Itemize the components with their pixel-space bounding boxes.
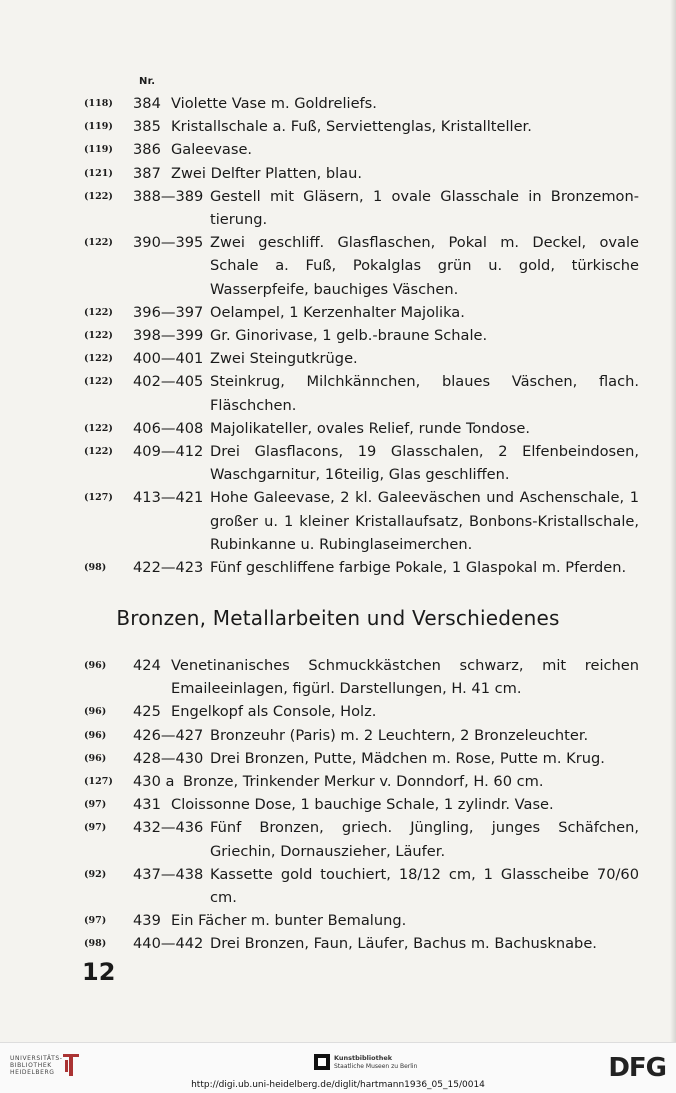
entry-number: 439 <box>133 912 161 930</box>
entry-number: 387 <box>133 164 161 182</box>
entry-description: Steinkrug, Milchkännchen, blaues Väschen, flach. Fläschchen. <box>210 373 639 414</box>
catalog-entry <box>0 654 676 700</box>
catalog-entry <box>0 417 676 440</box>
catalog-entry <box>0 932 676 955</box>
kunstbibliothek-logo-icon <box>314 1054 330 1070</box>
entry-reference: (122) <box>84 353 113 365</box>
entry-reference: (96) <box>84 706 107 718</box>
entry-reference: (122) <box>84 376 113 388</box>
catalog-entry <box>0 793 676 816</box>
entry-number: 430 a <box>133 773 175 791</box>
entry-description: Gr. Ginorivase, 1 gelb.-braune Schale. <box>210 327 488 345</box>
entry-reference: (122) <box>84 446 113 458</box>
entry-reference: (122) <box>84 190 113 202</box>
entry-number: 398—399 <box>133 327 204 345</box>
entry-number: 426—427 <box>133 726 204 744</box>
digitization-footer <box>0 1042 676 1093</box>
entry-description: Ein Fächer m. bunter Bemalung. <box>171 912 407 930</box>
catalog-entry <box>0 231 676 301</box>
catalog-entry <box>0 185 676 231</box>
entry-number: 413—421 <box>133 489 204 507</box>
entry-reference: (92) <box>84 868 107 880</box>
entry-description: Violette Vase m. Goldreliefs. <box>171 95 377 112</box>
entry-number: 384 <box>133 95 161 112</box>
entry-description: Zwei Delfter Platten, blau. <box>171 164 362 182</box>
entry-number: 431 <box>133 796 161 814</box>
entry-description: Cloissonne Dose, 1 bauchige Schale, 1 zylindr. Vase. <box>171 796 554 814</box>
entry-number: 428—430 <box>133 749 204 767</box>
entry-reference: (121) <box>84 167 113 179</box>
entry-reference: (118) <box>84 98 113 109</box>
catalog-entry <box>0 724 676 747</box>
entry-description: Kristallschale a. Fuß, Serviettenglas, Kristallteller. <box>171 118 532 136</box>
catalog-entry <box>0 301 676 324</box>
entry-reference: (122) <box>84 422 113 434</box>
section-heading: Bronzen, Metallarbeiten und Verschiedenes <box>116 606 560 630</box>
catalog-entry <box>0 92 676 115</box>
entry-description: Drei Bronzen, Faun, Läufer, Bachus m. Bachusknabe. <box>210 935 597 953</box>
entry-description: Bronzeuhr (Paris) m. 2 Leuchtern, 2 Bronzeleuchter. <box>210 726 589 744</box>
catalog-entry <box>0 816 676 862</box>
entry-number: 388—389 <box>133 187 204 205</box>
entry-reference: (122) <box>84 330 113 342</box>
entry-number: 437—438 <box>133 865 204 883</box>
catalog-entry <box>0 347 676 370</box>
catalog-entry <box>0 115 676 138</box>
entry-description: Engelkopf als Console, Holz. <box>171 703 377 721</box>
catalog-entry <box>0 138 676 161</box>
entry-description: Venetinanisches Schmuckkästchen schwarz, mit reichen Emaileeinlagen, figürl. Darstellungen, H. 41 cm. <box>171 657 639 698</box>
entry-reference: (119) <box>84 144 113 156</box>
entry-number: 385 <box>133 118 161 136</box>
entry-description: Zwei Steingutkrüge. <box>210 350 358 368</box>
entry-description: Bronze, Trinkender Merkur v. Donndorf, H. 60 cm. <box>183 773 544 791</box>
entry-reference: (122) <box>84 306 113 318</box>
entry-number: 422—423 <box>133 559 204 577</box>
entry-description: Drei Bronzen, Putte, Mädchen m. Rose, Putte m. Krug. <box>210 749 605 767</box>
catalog-entry <box>0 747 676 770</box>
entry-description: Galeevase. <box>171 141 253 159</box>
catalog-entry <box>0 486 676 556</box>
entry-reference: (97) <box>84 822 107 834</box>
entry-reference: (127) <box>84 776 113 788</box>
entry-number: 402—405 <box>133 373 204 391</box>
entry-number: 424 <box>133 657 161 674</box>
entry-description: Fünf geschliffene farbige Pokale, 1 Glaspokal m. Pferden. <box>210 559 627 577</box>
entry-description: Drei Glasflacons, 19 Glasschalen, 2 Elfenbeindosen, Waschgarnitur, 16teilig, Glas geschliffen. <box>210 443 639 484</box>
entry-description: Hohe Galeevase, 2 kl. Galeeväschen und Aschenschale, 1 großer u. 1 kleiner Kristallaufsatz, Bonbons-Kristallschale, Rubinkanne u. Rubinglaseimerchen. <box>210 489 639 553</box>
source-url-link[interactable]: http://digi.ub.uni-heidelberg.de/diglit/hartmann1936_05_15/0014 <box>191 1080 485 1090</box>
dfg-logo: DFG <box>608 1053 666 1083</box>
entry-number: 400—401 <box>133 350 204 368</box>
catalog-entry <box>0 700 676 723</box>
entry-number: 390—395 <box>133 234 204 252</box>
catalog-entry <box>0 324 676 347</box>
university-logo-icon <box>60 1052 82 1078</box>
entry-reference: (98) <box>84 938 107 950</box>
entry-number: 386 <box>133 141 161 159</box>
catalog-entry <box>0 370 676 416</box>
entry-description: Gestell mit Gläsern, 1 ovale Glasschale in Bronzemontierung. <box>210 187 639 229</box>
entry-reference: (97) <box>84 915 107 927</box>
entry-description: Oelampel, 1 Kerzenhalter Majolika. <box>210 303 465 321</box>
entry-description: Zwei geschliff. Glasflaschen, Pokal m. Deckel, ovale Schale a. Fuß, Pokalglas grün u. gold, türkische Wasserpfeife, bauchiges Väschen. <box>210 234 639 298</box>
catalog-entries-bronzes <box>0 654 676 956</box>
entry-number: 406—408 <box>133 419 204 437</box>
entry-number: 425 <box>133 703 161 721</box>
entry-reference: (122) <box>84 237 113 249</box>
entry-reference: (96) <box>84 752 107 764</box>
entry-description: Kassette gold touchiert, 18/12 cm, 1 Glasscheibe 70/60 cm. <box>210 865 639 907</box>
entry-description: Fünf Bronzen, griech. Jüngling, junges Schäfchen, Griechin, Dornauszieher, Läufer. <box>210 819 639 860</box>
catalog-entries <box>0 92 676 579</box>
university-library-label: UNIVERSITÄTS- BIBLIOTHEK HEIDELBERG <box>10 1055 63 1076</box>
entry-number: 440—442 <box>133 935 204 953</box>
entry-number: 409—412 <box>133 443 204 461</box>
entry-description: Majolikateller, ovales Relief, runde Tondose. <box>210 419 530 437</box>
page-number: 12 <box>82 958 116 986</box>
nr-column-header: Nr. <box>139 76 156 87</box>
entry-reference: (98) <box>84 562 107 574</box>
catalog-entry <box>0 556 676 579</box>
entry-reference: (97) <box>84 799 107 811</box>
entry-reference: (119) <box>84 121 113 133</box>
catalog-entry <box>0 770 676 793</box>
entry-reference: (96) <box>84 729 107 741</box>
entry-number: 396—397 <box>133 303 204 321</box>
kunstbibliothek-label: Kunstbibliothek Staatliche Museen zu Berlin <box>334 1054 418 1070</box>
entry-reference: (96) <box>84 660 107 671</box>
catalog-entry <box>0 863 676 909</box>
catalog-entry <box>0 440 676 486</box>
entry-number: 432—436 <box>133 819 204 837</box>
entry-reference: (127) <box>84 492 113 504</box>
catalog-entry <box>0 909 676 932</box>
catalog-entry <box>0 162 676 185</box>
